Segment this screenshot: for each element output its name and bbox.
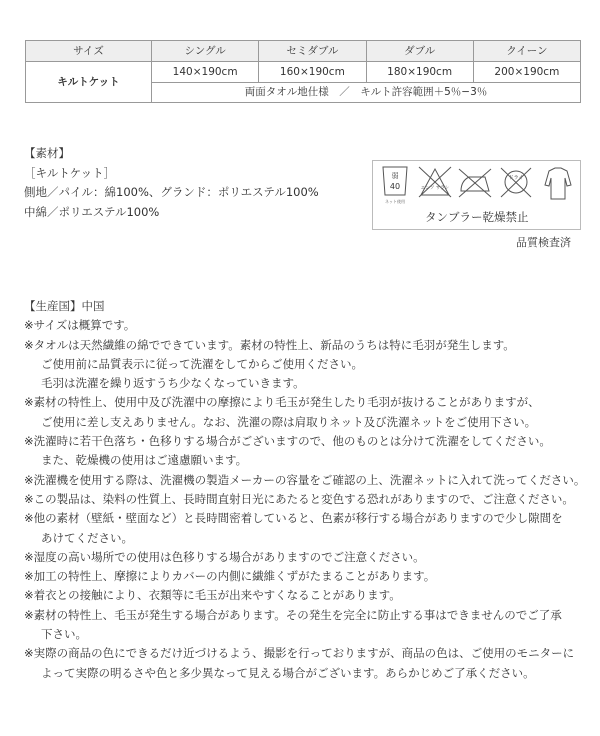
note-line: ※着衣との接触により、衣類等に毛玉が出来やすくなることがあります。 — [24, 588, 401, 603]
care-label-box — [372, 160, 581, 230]
header-queen: クイーン — [473, 41, 580, 62]
size-semi-double: 160×190cm — [259, 62, 366, 83]
note-line: 毛羽は洗濯を繰り返すうち少なくなっていきます。 — [41, 376, 305, 391]
note-line: 下さい。 — [41, 627, 87, 642]
net-label: ネット使用 — [385, 199, 405, 204]
note-line: よって実際の明るさや色と多少異なって見える場合がございます。あらかじめご了承ください。 — [41, 665, 535, 680]
note-line: ※他の素材（壁紙・壁面など）と長時間密着していると、色素が移行する場合がありますので少し隙間を — [24, 511, 563, 526]
note-line: ※洗濯機を使用する際は、洗濯機の製造メーカーの容量をご確認の上、洗濯ネットに入れて洗ってください。 — [24, 472, 586, 487]
note-line: あけてください。 — [41, 530, 133, 545]
material-line-1: 側地／パイル：綿100%、グランド：ポリエステル100% — [24, 185, 319, 199]
no-bleach-icon — [419, 167, 451, 197]
header-single: シングル — [152, 41, 259, 62]
material-section — [24, 144, 319, 222]
tumble-dry-prohibited: タンブラー乾燥禁止 — [425, 210, 529, 224]
note-line: ※洗濯時に若干色落ち・色移りする場合がございますので、他のものとは分けて洗濯をしてください。 — [24, 434, 551, 449]
material-product: ［キルトケット］ — [24, 165, 116, 180]
note-line: ご使用に差し支えありません。なお、洗濯の際は肩取りネット及び洗濯ネットをご使用下さい。 — [41, 414, 537, 429]
size-note: 両面タオル地仕様 ／ キルト許容範囲＋5％−3％ — [152, 83, 581, 103]
notes-section — [24, 297, 594, 683]
note-line: ※タオルは天然繊維の綿でできています。素材の特性上、新品のうちは特に毛羽が発生します。 — [24, 337, 515, 352]
header-size: サイズ — [26, 41, 152, 62]
size-queen: 200×190cm — [473, 62, 580, 83]
shirt-icon — [545, 168, 571, 199]
size-single: 140×190cm — [152, 62, 259, 83]
bleach-label: エンソ サラシ — [420, 186, 450, 191]
origin: 【生産国】中国 — [24, 299, 105, 313]
note-line: ※サイズは概算です。 — [24, 318, 136, 333]
material-title: 【素材】 — [24, 146, 70, 160]
note-line: ※実際の商品の色にできるだけ近づけるよう、撮影を行っておりますが、商品の色は、ご使用のモニターに — [24, 646, 575, 661]
note-line: また、乾燥機の使用はご遠慮願います。 — [41, 453, 248, 468]
header-double: ダブル — [366, 41, 473, 62]
quality-checked: 品質検査済 — [516, 236, 571, 249]
note-line: ※加工の特性上、摩擦によりカバーの内側に繊維くずがたまることがあります。 — [24, 569, 436, 584]
wash-temp: 40 — [389, 182, 401, 191]
note-line: ※素材の特性上、毛玉が発生する場合があります。その発生を完全に防止する事はできませんのでご了承 — [24, 607, 562, 622]
note-line: ※湿度の高い場所での使用は色移りする場合がありますのでご注意ください。 — [24, 549, 425, 564]
size-table-header — [26, 41, 581, 62]
dry-label: ドライ — [508, 175, 524, 181]
size-double: 180×190cm — [366, 62, 473, 83]
note-line: ご使用前に品質表示に従って洗濯をしてからご使用ください。 — [41, 356, 363, 371]
no-dry-clean-icon — [501, 168, 531, 197]
header-semi-double: セミダブル — [259, 41, 366, 62]
care-symbols — [373, 161, 580, 209]
note-line: ※素材の特性上、使用中及び洗濯中の摩擦により毛玉が発生したり毛羽が抜けることがありますが、 — [24, 395, 540, 410]
wash-weak-label: 弱 — [391, 172, 399, 180]
wash-tub-icon — [383, 167, 407, 204]
product-name: キルトケット — [26, 62, 152, 103]
size-table — [25, 40, 581, 103]
size-table-row — [26, 62, 581, 83]
no-iron-icon — [459, 169, 491, 197]
material-line-2: 中綿／ポリエステル100% — [24, 204, 160, 219]
note-line: ※この製品は、染料の性質上、長時間直射日光にあたると変色する恐れがありますので、ご注意ください。 — [24, 491, 574, 506]
